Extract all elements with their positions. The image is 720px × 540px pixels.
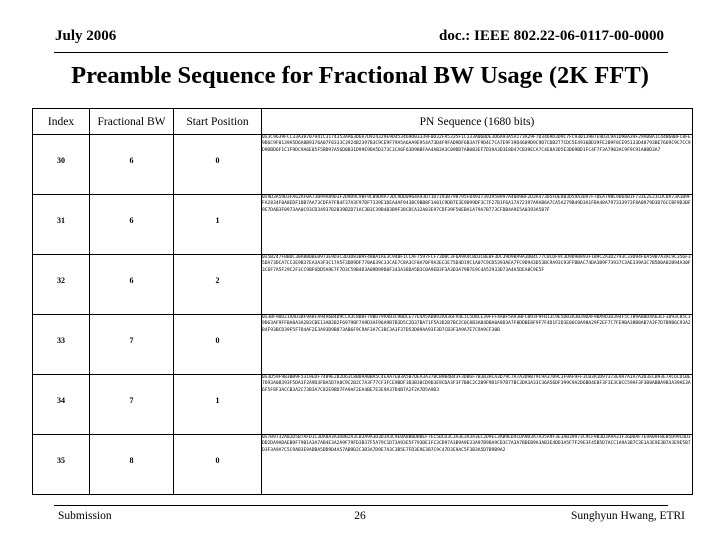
cell-pn-sequence: 0x5B247F0BDC38A8B0BEB973E9D3C3D3D83B9F48BA1AE3C94BF1CCAF7597FCF73D0C3F6A9A4CBD3CBEBF3DC39D9BA9A3D04C77C8CDF9C3D9D9B893F1B9C2A3D2793C33D94F6A59B7A3AC9C356F35DA73DCA7CC3E9B37EA3A3F3C17A5F3DD9DF770A639C33CAE7C8A3CF8A70F9A3EC3E75D4D19C1A07C9CD5393AEA7FC9D943D53BC9A93C93FFBBAC74DA3B9F73937C3AE339A3C7B5D0A82B94A30F3C6F7A5F29C2F3CC9BF6DD5A9E7F7D3C59B4D3A09D99D0F343A38DA5B3C0A9EB3F3A3D3A79B7E9C4A52933D73A4A5DEA8C9E5F <box>262 255 693 315</box>
footer-submission: Submission <box>58 510 112 522</box>
col-header-start-position: Start Position <box>174 109 262 135</box>
cell-fractional-bw: 6 <box>90 135 174 195</box>
table-row <box>33 195 693 255</box>
col-header-index: Index <box>33 109 90 135</box>
cell-start-position: 2 <box>174 255 262 315</box>
cell-fractional-bw: 7 <box>90 315 174 375</box>
slide-title: Preamble Sequence for Fractional BW Usage (2K FFT) <box>71 62 649 89</box>
table-row <box>33 375 693 435</box>
header-divider <box>54 52 668 53</box>
header-doc-id: doc.: IEEE 802.22-06-0117-00-0000 <box>439 28 664 44</box>
table-row <box>33 315 693 375</box>
footer-divider <box>54 505 668 506</box>
cell-fractional-bw: 7 <box>90 375 174 435</box>
cell-index: 31 <box>33 195 90 255</box>
cell-pn-sequence: 0x9D3A59D3FA62AF0A73B99A89D3F2D9D9C9BF9CB9D9A73DC9DD0964A93D71D7193B798795F04937393958997A40D9BF2D3A473D5FDE8B3D59A3D97F7DEA79BC9D64B3F733E2E23CDCDA73A1B9FFA2834F0A8EDF1DB7AA73CDFA7FB4F37A3F97DF7339E1DEA4AF943BC9BB8F3A01C9DB7E3E9D99DF3C7F27B1F6A17A72397A9AB6A7CA5A279B49D3A1FBA48A797333973F8A0979D3D76CCBF9D3BF9E7DAB3F0973AA0C93CD34937B2B39B2D71AC3B3C39B4B3B9F38CDCA32A03E97CDF39F50EBA1A79A7B773CFDB4A9E5A0393A5B7F <box>262 195 693 255</box>
col-header-fractional-bw: Fractional BW <box>90 109 174 135</box>
cell-index: 34 <box>33 375 90 435</box>
table-row <box>33 435 693 495</box>
cell-fractional-bw: 6 <box>90 255 174 315</box>
cell-start-position: 0 <box>174 135 262 195</box>
col-header-pn-sequence: PN Sequence (1680 bits) <box>262 109 693 135</box>
cell-start-position: 0 <box>174 435 262 495</box>
header-date: July 2006 <box>55 28 117 44</box>
cell-pn-sequence: 0x3BF9DD21AAD3BF9A8FA94A6B4D9CCA3C8B8F79BD79AAB3C9BDCE77E4A5ADB92AA36FA4E1C5D8CE39FFF4ABF5A93BFCB93F9FB13C9E5DB3A3B39DAF9BA9D3D394F5C7B9AB0D4A63CF3893C85C39D63AF9FFBA8A3A2B3CBE13AB2B2F6979BF7A9D3AF96A9B7B3D5C2D37BA71F5A3D2B7BC2C0C8B3AB4DBA0A8D3A7F8DDBE8F9F7F4D1F2D3E06C0A98A29F2EF7C7FE9BA38B8AB7A3F7D7B9B6C93A2B4F93BCD39F5F7D4AF2E3A93D9B873AB6F9C9AF3A7C3BC3A3F37D53D89AA93F3D7CB3F3A9A7E7C9A9CF30B <box>262 315 693 375</box>
cell-fractional-bw: 6 <box>90 195 174 255</box>
footer-author: Sunghyun Hwang, ETRI <box>570 510 685 522</box>
table-row <box>33 255 693 315</box>
footer-page-number: 26 <box>354 510 366 522</box>
cell-start-position: 1 <box>174 195 262 255</box>
cell-index: 35 <box>33 435 90 495</box>
preamble-table <box>32 108 693 495</box>
cell-pn-sequence: 0x7B9732A82D5B7AFD1C3DA8A3A3D8B2A3CB3A9A3D3D3A3C9E0A8B0DB0EF7EC5DCD3C3A3E3A3A3EC2D9EC3AB9ED4CDA9D3A7A35A9F3E3AB39973C9CF9B3D3A9A31F36DDAF7E9A09FBEB5D99CDD3DD2DA9ADAEB9F79B1A3A7AB4E3A2A9F79FD3B37F5A79C1D73A93E5F793DE1FC3CD97A3B9A9E33A97B9DA9CD3C7A3A7BDEB9A3AB3E4DD3A5F7F29E3F45B5D7ACC1A9A3B7C3E1A3E9E3B7A3E9E5B7D3F3A9A7C5C9AB3E9ADBA5DD9D4A57AB9D2C3B3A7D9E7A3C3B5E7FD3E9E3B7C9C47D3E9AC5F3B3A5D7B9B9A2 <box>262 435 693 495</box>
cell-pn-sequence: 0x3D59F9B3BB9F5319EDF7489E2B2D63C8B09A0BA5C4EAA7EB3A5B7DEA3A37BCB9B4B43F3DB6F7B3B3ACA3D79C7A7A3D9B79C9A37B9C3F9AF9FF3CB3A1D97373E9A7A1A7A3D3ECB93E7AC6CD1BE7693A08393F5DA3F2A9D3FBA5D7A8C9C2B2C7A3F77CF3FCE9BDF3D3B38CD9D3E9CDA3F3F7B0C2C2B9F9D1F97B77BC3DA3A33C36A56DF399C9A2D6BD4E8F3F3E3C8CC59AF3F3B8ABBA9B3A39AE3A6F5F8F3ACCB3A2C73B3A7C82E9BD7FA9AF2EA4BE7E3E9A37D4B7A2F2A7D5A9D3 <box>262 375 693 435</box>
table-row <box>33 135 693 195</box>
cell-pn-sequence: 0x3C9639FCC33A38707941C3174353AA63D6A7D924329E9D453469D03339F0D32FA5335F1C333A06BDE3D6A93A5A173A29F7D3469D3D9C7FC930139B7E9D3C9A1D9BA39F29AB8A1C44B6BBFC8FE9D6C9F0139A5D6A8B9376A07F0333C3924B2397B3C9CE9F79A5A6AA9E954A73D4F9FAD9DF6B3A7F9D4C7CA7E9F39D4689D9C9D7CDB277CDC5E4936BD39FE2B9F8CE95133D48793BE7669C9C7CC9D9DBD6F1C1F9DC9A6E85F5BD97A56D0B31D99E9DA5D373C3CA6F63D9BBFAA4AB3A3C09DD7AB0B3EF7D39A3D3E8D47CB39ECA7C4E8A3D5E3D69BD1FC4F7F3A7903AC9F9C91A8BD3A7 <box>262 135 693 195</box>
cell-index: 32 <box>33 255 90 315</box>
cell-index: 33 <box>33 315 90 375</box>
cell-start-position: 1 <box>174 375 262 435</box>
cell-fractional-bw: 8 <box>90 435 174 495</box>
cell-start-position: 0 <box>174 315 262 375</box>
table-header-row <box>33 109 693 135</box>
cell-index: 30 <box>33 135 90 195</box>
